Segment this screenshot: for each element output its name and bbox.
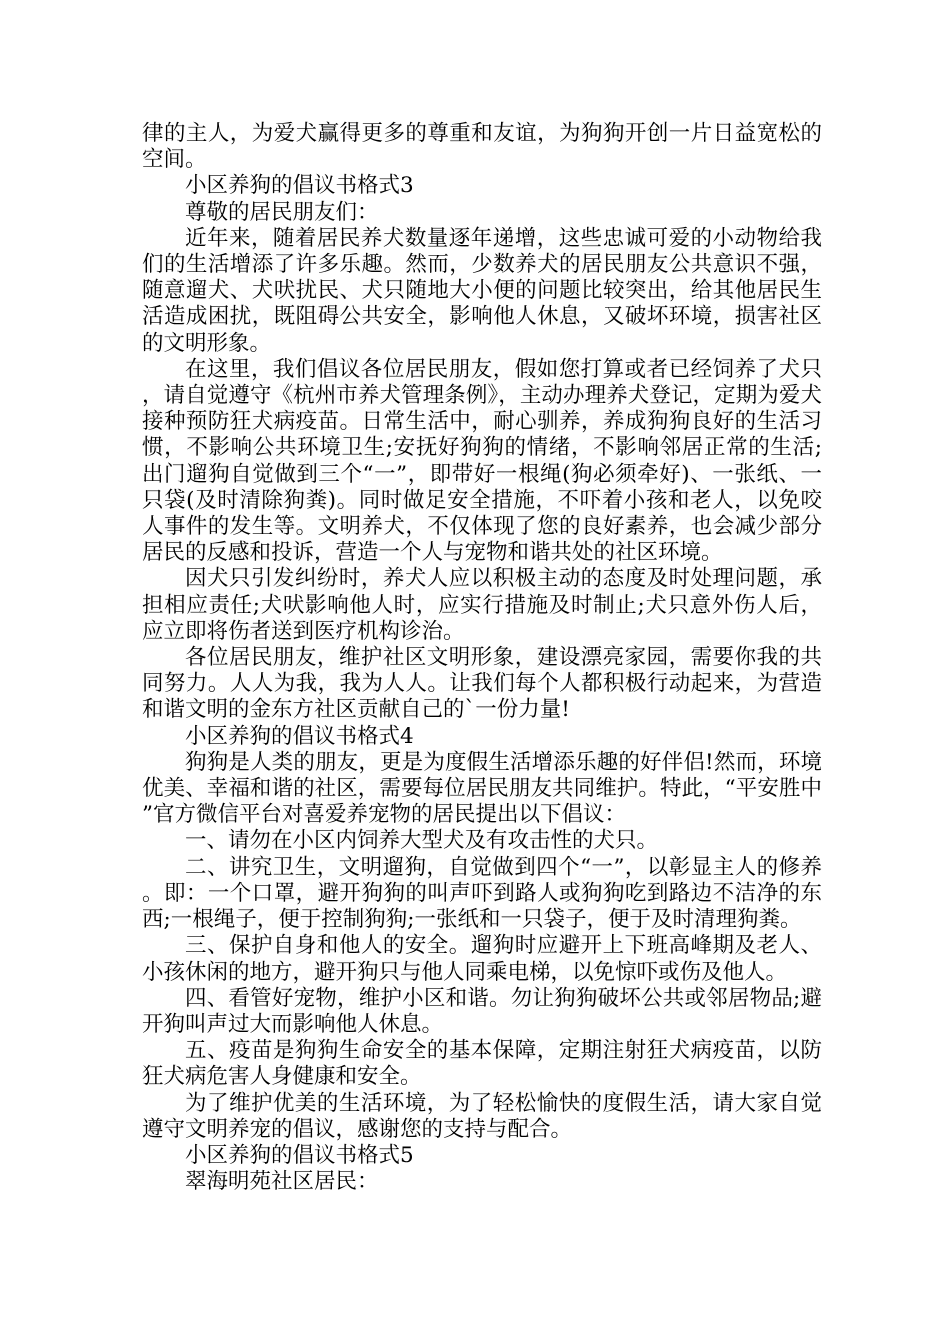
body-paragraph: 为了维护优美的生活环境，为了轻松愉快的度假生活，请大家自觉遵守文明养宠的倡议，感谢您的支持与配合。 bbox=[142, 1090, 822, 1142]
document-body bbox=[142, 121, 822, 1195]
list-item: 二、讲究卫生，文明遛狗，自觉做到四个“一”，以彰显主人的修养。即：一个口罩，避开狗狗的叫声吓到路人或狗狗吃到路边不洁净的东西;一根绳子，便于控制狗狗;一张纸和一只袋子，便于及时清理狗粪。 bbox=[142, 854, 822, 933]
section-heading-4: 小区养狗的倡议书格式4 bbox=[185, 723, 414, 749]
body-paragraph: 各位居民朋友，维护社区文明形象，建设漂亮家园，需要你我的共同努力。人人为我，我为人人。让我们每个人都积极行动起来，为营造和谐文明的金东方社区贡献自己的`一份力量! bbox=[142, 645, 822, 723]
section-heading-5: 小区养狗的倡议书格式5 bbox=[185, 1142, 414, 1168]
list-item: 四、看管好宠物，维护小区和谐。勿让狗狗破坏公共或邻居物品;避开狗叫声过大而影响他人休息。 bbox=[142, 985, 822, 1037]
section-heading-3: 小区养狗的倡议书格式3 bbox=[185, 173, 414, 199]
list-item: 三、保护自身和他人的安全。遛狗时应避开上下班高峰期及老人、小孩休闲的地方，避开狗只与他人同乘电梯，以免惊吓或伤及他人。 bbox=[142, 933, 822, 985]
body-paragraph: 狗狗是人类的朋友，更是为度假生活增添乐趣的好伴侣!然而，环境优美、幸福和谐的社区，需要每位居民朋友共同维护。特此，“平安胜中”官方微信平台对喜爱养宠物的居民提出以下倡议： bbox=[142, 749, 822, 828]
list-item: 五、疫苗是狗狗生命安全的基本保障，定期注射狂犬病疫苗，以防狂犬病危害人身健康和安全。 bbox=[142, 1038, 822, 1090]
list-item: 一、请勿在小区内饲养大型犬及有攻击性的犬只。 bbox=[185, 828, 659, 854]
salutation: 翠海明苑社区居民： bbox=[185, 1169, 379, 1195]
salutation: 尊敬的居民朋友们： bbox=[185, 199, 379, 225]
body-paragraph: 因犬只引发纠纷时，养犬人应以积极主动的态度及时处理问题，承担相应责任;犬吠影响他人时，应实行措施及时制止;犬只意外伤人后，应立即将伤者送到医疗机构诊治。 bbox=[142, 566, 822, 644]
body-paragraph: 近年来，随着居民养犬数量逐年递增，这些忠诚可爱的小动物给我们的生活增添了许多乐趣。然而，少数养犬的居民朋友公共意识不强，随意遛犬、犬吠扰民、犬只随地大小便的问题比较突出，给其他居民生活造成困扰，既阻碍公共安全，影响他人休息，又破坏环境，损害社区的文明形象。 bbox=[142, 225, 822, 356]
paragraph-continuation: 律的主人，为爱犬赢得更多的尊重和友谊，为狗狗开创一片日益宽松的空间。 bbox=[142, 121, 822, 173]
body-paragraph: 在这里，我们倡议各位居民朋友，假如您打算或者已经饲养了犬只，请自觉遵守《杭州市养犬管理条例》，主动办理养犬登记，定期为爱犬接种预防狂犬病疫苗。日常生活中，耐心驯养，养成狗狗良好的生活习惯，不影响公共环境卫生;安抚好狗狗的情绪，不影响邻居正常的生活;出门遛狗自觉做到三个“一”，即带好一根绳(狗必须牵好)、一张纸、一只袋(及时清除狗粪)。同时做足安全措施，不吓着小孩和老人，以免咬人事件的发生等。文明养犬，不仅体现了您的良好素养，也会减少部分居民的反感和投诉，营造一个人与宠物和谐共处的社区环境。 bbox=[142, 356, 822, 566]
